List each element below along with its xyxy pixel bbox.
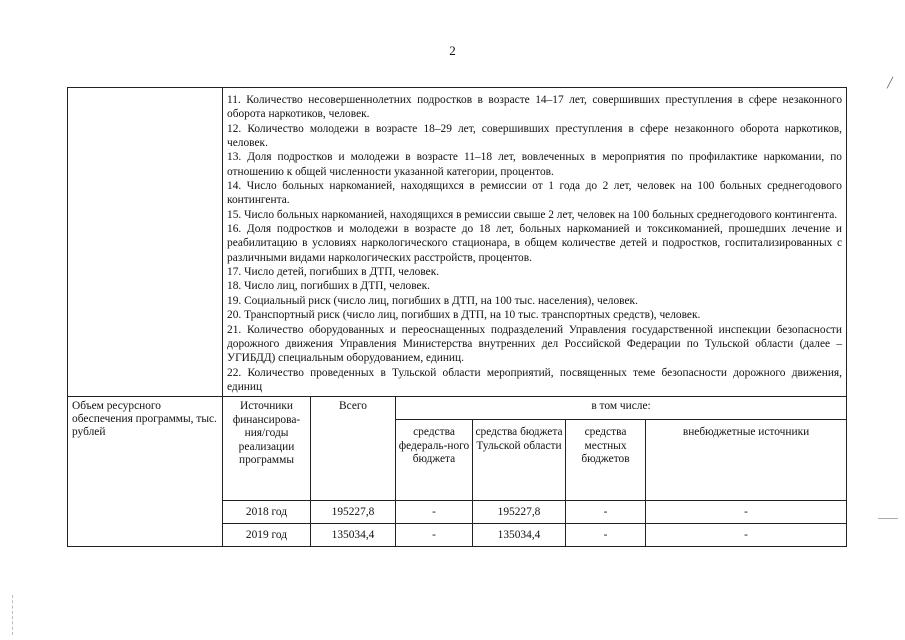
regional-cell: 195227,8 (473, 501, 566, 524)
indicator-item: 16. Доля подростков и молодежи в возрасте до 18 лет, больных наркоманией и токсикоманией, прошедших лечение и реабилитацию в условиях наркологического стационара, в общем количестве детей и подростков, госпитализированных с различными видами наркологических расстройств, процентов. (227, 223, 843, 264)
passport-table (67, 87, 847, 547)
total-header: Всего (311, 397, 396, 501)
federal-header: средства федераль-ного бюджета (396, 420, 473, 501)
year-cell: 2019 год (223, 524, 311, 547)
extra-cell: - (646, 501, 847, 524)
local-cell: - (566, 501, 646, 524)
indicator-item: 18. Число лиц, погибших в ДТП, человек. (227, 280, 430, 293)
indicator-item: 15. Число больных наркоманией, находящихся в ремиссии свыше 2 лет, человек на 100 больных среднегодового контингента. (227, 208, 838, 221)
sources-header: Источники финансирова-ния/годы реализации программы (223, 397, 311, 501)
page-number: 2 (449, 43, 456, 58)
federal-cell: - (396, 524, 473, 547)
finance-label: Объем ресурсного обеспечения программы, тыс. рублей (68, 397, 223, 547)
indicator-item: 11. Количество несовершеннолетних подростков в возрасте 14–17 лет, совершивших преступления в сфере незаконного оборота наркотиков, человек. (227, 94, 843, 121)
regional-cell: 135034,4 (473, 524, 566, 547)
extra-header: внебюджетные источники (646, 420, 847, 501)
scan-mark (878, 518, 898, 519)
indicator-item: 21. Количество оборудованных и переоснащенных подразделений Управления государственной инспекции безопасности дорожного движения Управления Министерства внутренних дел Российской Федерации по Тульской области (далее – УГИБДД) специальным оборудованием, единиц. (227, 323, 843, 365)
indicators-row (68, 88, 847, 397)
scan-mark (12, 595, 14, 635)
indicator-item: 12. Количество молодежи в возрасте 18–29 лет, совершивших преступления в сфере незаконного оборота наркотиков, человек. (227, 122, 843, 150)
indicator-item: 20. Транспортный риск (число лиц, погибших в ДТП, на 10 тыс. транспортных средств), человек. (227, 309, 701, 322)
including-header: в том числе: (396, 397, 847, 420)
finance-header-row (68, 397, 847, 420)
indicators-label-cell (68, 88, 223, 397)
extra-cell: - (646, 524, 847, 547)
indicators-cell (223, 88, 847, 397)
local-cell: - (566, 524, 646, 547)
local-header: средства местных бюджетов (566, 420, 646, 501)
indicator-item: 19. Социальный риск (число лиц, погибших в ДТП, на 100 тыс. населения), человек. (227, 294, 638, 307)
total-cell: 135034,4 (311, 524, 396, 547)
federal-cell: - (396, 501, 473, 524)
total-cell: 195227,8 (311, 501, 396, 524)
scan-mark: ╱ (887, 78, 894, 89)
indicator-item: 22. Количество проведенных в Тульской области мероприятий, посвященных теме безопасности дорожного движения, единиц (227, 366, 843, 393)
indicator-item: 17. Число детей, погибших в ДТП, человек. (227, 266, 440, 279)
indicator-item: 14. Число больных наркоманией, находящихся в ремиссии от 1 года до 2 лет, человек на 100 больных среднегодового контингента. (227, 180, 843, 207)
regional-header: средства бюджета Тульской области (473, 420, 566, 501)
indicator-item: 13. Доля подростков и молодежи в возрасте 11–18 лет, вовлеченных в мероприятия по профилактике наркомании, по отношению к общей численности указанной категории, процентов. (227, 151, 843, 178)
year-cell: 2018 год (223, 501, 311, 524)
